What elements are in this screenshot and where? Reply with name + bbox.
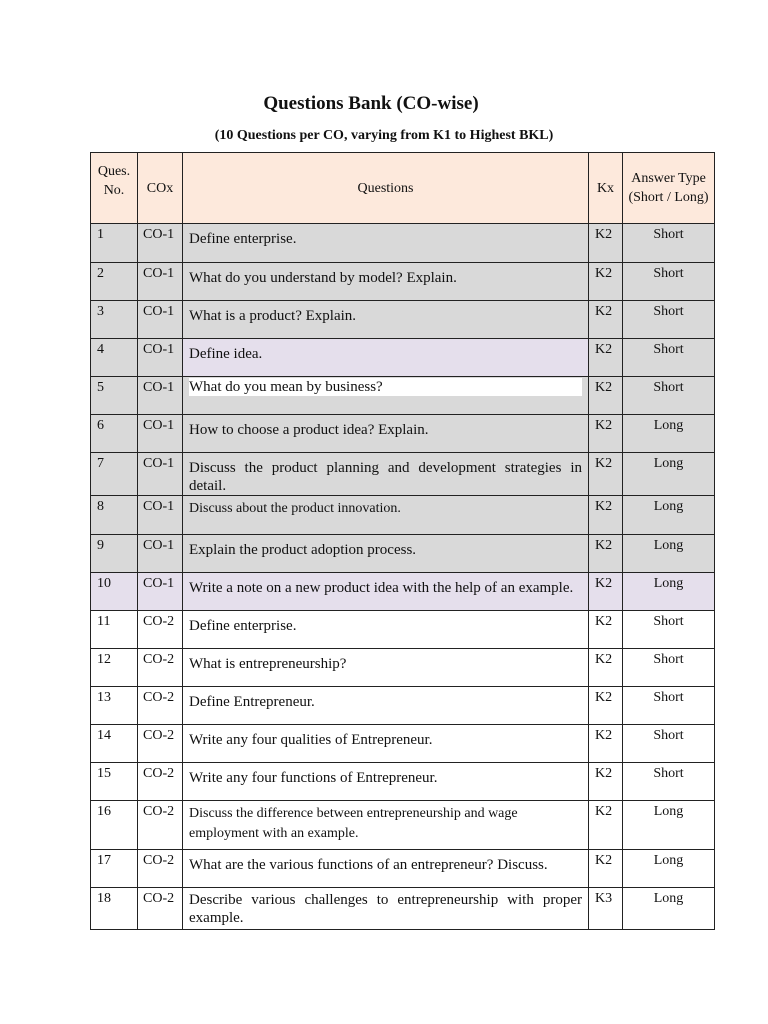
question-number: 7 — [91, 453, 138, 496]
knowledge-level: K2 — [589, 301, 623, 339]
question-text: Describe various challenges to entrepreneurship with proper example. — [183, 888, 589, 930]
knowledge-level: K2 — [589, 687, 623, 725]
question-highlight: What do you mean by business? — [189, 378, 582, 396]
table-row — [91, 224, 715, 263]
question-text: Write any four functions of Entrepreneur. — [183, 763, 589, 801]
table-row — [91, 453, 715, 496]
question-number: 15 — [91, 763, 138, 801]
header-kx: Kx — [589, 153, 623, 224]
knowledge-level: K2 — [589, 850, 623, 888]
answer-type: Short — [623, 649, 715, 687]
question-number: 3 — [91, 301, 138, 339]
course-outcome: CO-1 — [138, 535, 183, 573]
table-row — [91, 535, 715, 573]
question-text: What is a product? Explain. — [183, 301, 589, 339]
course-outcome: CO-1 — [138, 453, 183, 496]
question-number: 18 — [91, 888, 138, 930]
table-row — [91, 377, 715, 415]
knowledge-level: K2 — [589, 535, 623, 573]
page-title: Questions Bank (CO-wise) — [263, 93, 479, 114]
course-outcome: CO-1 — [138, 339, 183, 377]
question-number: 5 — [91, 377, 138, 415]
course-outcome: CO-2 — [138, 888, 183, 930]
header-answer-type: Answer Type (Short / Long) — [623, 153, 715, 224]
question-number: 16 — [91, 801, 138, 850]
question-number: 13 — [91, 687, 138, 725]
question-number: 9 — [91, 535, 138, 573]
question-text: Discuss the difference between entrepreneurship and wage employment with an example. — [183, 801, 589, 850]
table-row — [91, 687, 715, 725]
header-cox: COx — [138, 153, 183, 224]
question-text: Explain the product adoption process. — [183, 535, 589, 573]
course-outcome: CO-1 — [138, 301, 183, 339]
answer-type: Long — [623, 453, 715, 496]
knowledge-level: K2 — [589, 763, 623, 801]
table-row — [91, 725, 715, 763]
course-outcome: CO-1 — [138, 377, 183, 415]
question-text: Write a note on a new product idea with the help of an example. — [183, 573, 589, 611]
table-header-row — [91, 153, 715, 224]
question-text: How to choose a product idea? Explain. — [183, 415, 589, 453]
course-outcome: CO-1 — [138, 496, 183, 535]
knowledge-level: K2 — [589, 611, 623, 649]
knowledge-level: K2 — [589, 339, 623, 377]
knowledge-level: K2 — [589, 496, 623, 535]
table-row — [91, 573, 715, 611]
question-text — [183, 377, 589, 415]
answer-type: Short — [623, 611, 715, 649]
course-outcome: CO-1 — [138, 263, 183, 301]
header-questions: Questions — [183, 153, 589, 224]
table-row — [91, 888, 715, 930]
question-text: Discuss the product planning and development strategies in detail. — [183, 453, 589, 496]
course-outcome: CO-2 — [138, 763, 183, 801]
question-text: What is entrepreneurship? — [183, 649, 589, 687]
knowledge-level: K2 — [589, 453, 623, 496]
question-number: 12 — [91, 649, 138, 687]
table-row — [91, 415, 715, 453]
course-outcome: CO-2 — [138, 649, 183, 687]
answer-type: Long — [623, 888, 715, 930]
question-text: What are the various functions of an entrepreneur? Discuss. — [183, 850, 589, 888]
course-outcome: CO-1 — [138, 224, 183, 263]
answer-type: Long — [623, 850, 715, 888]
questions-table — [90, 152, 715, 930]
question-text: Define Entrepreneur. — [183, 687, 589, 725]
table-row — [91, 850, 715, 888]
knowledge-level: K2 — [589, 573, 623, 611]
knowledge-level: K2 — [589, 224, 623, 263]
answer-type: Long — [623, 415, 715, 453]
answer-type: Short — [623, 377, 715, 415]
answer-type: Long — [623, 535, 715, 573]
table-row — [91, 301, 715, 339]
answer-type: Long — [623, 496, 715, 535]
answer-type: Short — [623, 339, 715, 377]
question-number: 6 — [91, 415, 138, 453]
table-row — [91, 611, 715, 649]
table-row — [91, 649, 715, 687]
answer-type: Short — [623, 301, 715, 339]
answer-type: Long — [623, 801, 715, 850]
table-row — [91, 263, 715, 301]
question-number: 14 — [91, 725, 138, 763]
knowledge-level: K2 — [589, 377, 623, 415]
question-number: 2 — [91, 263, 138, 301]
question-text: What do you understand by model? Explain. — [183, 263, 589, 301]
knowledge-level: K2 — [589, 263, 623, 301]
header-ques-no: Ques. No. — [91, 153, 138, 224]
answer-type: Short — [623, 725, 715, 763]
knowledge-level: K2 — [589, 725, 623, 763]
answer-type: Short — [623, 263, 715, 301]
course-outcome: CO-1 — [138, 573, 183, 611]
knowledge-level: K2 — [589, 649, 623, 687]
course-outcome: CO-2 — [138, 687, 183, 725]
question-number: 1 — [91, 224, 138, 263]
question-text: Discuss about the product innovation. — [183, 496, 589, 535]
table-row — [91, 801, 715, 850]
answer-type: Short — [623, 687, 715, 725]
knowledge-level: K2 — [589, 415, 623, 453]
course-outcome: CO-2 — [138, 850, 183, 888]
question-number: 8 — [91, 496, 138, 535]
table-row — [91, 763, 715, 801]
knowledge-level: K3 — [589, 888, 623, 930]
course-outcome: CO-2 — [138, 801, 183, 850]
question-number: 11 — [91, 611, 138, 649]
page-subtitle: (10 Questions per CO, varying from K1 to Highest BKL) — [214, 128, 554, 143]
question-number: 17 — [91, 850, 138, 888]
question-number: 4 — [91, 339, 138, 377]
answer-type: Short — [623, 763, 715, 801]
table-row — [91, 496, 715, 535]
question-text: Write any four qualities of Entrepreneur. — [183, 725, 589, 763]
course-outcome: CO-2 — [138, 725, 183, 763]
question-text: Define enterprise. — [183, 224, 589, 263]
course-outcome: CO-1 — [138, 415, 183, 453]
table-row — [91, 339, 715, 377]
question-text: Define idea. — [183, 339, 589, 377]
question-number: 10 — [91, 573, 138, 611]
question-text: Define enterprise. — [183, 611, 589, 649]
course-outcome: CO-2 — [138, 611, 183, 649]
answer-type: Short — [623, 224, 715, 263]
knowledge-level: K2 — [589, 801, 623, 850]
answer-type: Long — [623, 573, 715, 611]
